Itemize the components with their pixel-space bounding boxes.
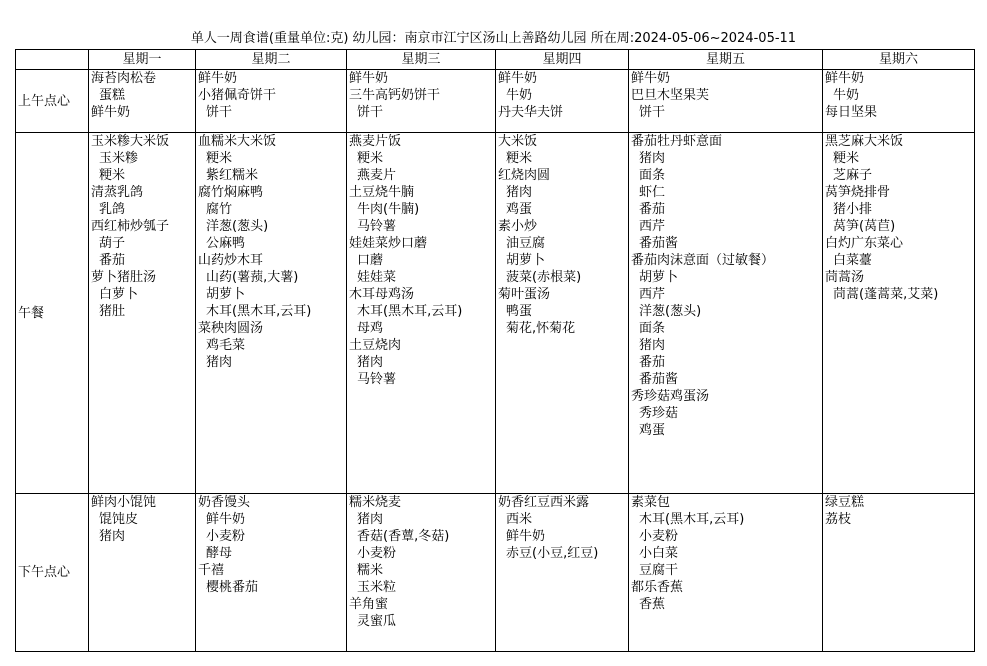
ingredient-item: 母鸡 [357,321,384,336]
dish-item: 千禧 [198,563,225,578]
dish-item: 鲜牛奶 [498,71,538,86]
dish-item: 白灼广东菜心 [825,236,904,251]
menu-cell [196,133,347,494]
ingredient-item: 木耳(黑木耳,云耳) [357,304,463,319]
dish-item: 丹夫华夫饼 [498,105,564,120]
dish-item: 三牛高钙奶饼干 [349,88,441,103]
header-row [16,50,975,70]
menu-cell [496,70,629,133]
ingredient-item: 猪肉 [99,529,126,544]
ingredient-item: 白萝卜 [99,287,139,302]
dish-item: 鲜牛奶 [91,105,131,120]
ingredient-item: 豆腐干 [639,563,679,578]
ingredient-item: 燕麦片 [357,168,397,183]
dish-item: 木耳母鸡汤 [349,287,415,302]
dish-item: 每日坚果 [825,105,878,120]
ingredient-item: 菠菜(赤根菜) [506,270,582,285]
ingredient-item: 玉米粒 [357,580,397,595]
ingredient-item: 秀珍菇 [639,406,679,421]
ingredient-item: 鲜牛奶 [506,529,546,544]
day-header: 星期五 [629,50,823,70]
dish-item: 黑芝麻大米饭 [825,134,904,149]
dish-item: 素菜包 [631,495,671,510]
menu-cell [196,70,347,133]
dish-item: 莴笋烧排骨 [825,185,891,200]
ingredient-item: 茼蒿(蓬蒿菜,艾菜) [833,287,939,302]
ingredient-item: 猪肉 [506,185,533,200]
dish-item: 清蒸乳鸽 [91,185,144,200]
ingredient-item: 西芹 [639,287,666,302]
ingredient-item: 猪肚 [99,304,126,319]
menu-cell [347,133,496,494]
ingredient-item: 鲜牛奶 [206,512,246,527]
ingredient-item: 番茄酱 [639,236,679,251]
dish-item: 红烧肉圆 [498,168,551,183]
ingredient-item: 粳米 [206,151,233,166]
ingredient-item: 蛋糕 [99,88,126,103]
dish-item: 糯米烧麦 [349,495,402,510]
ingredient-item: 木耳(黑木耳,云耳) [206,304,312,319]
meal-label: 下午点心 [16,494,89,652]
dish-item: 素小炒 [498,219,538,234]
menu-cell [629,70,823,133]
dish-item: 土豆烧牛腩 [349,185,415,200]
ingredient-item: 西芹 [639,219,666,234]
ingredient-item: 面条 [639,168,666,183]
ingredient-item: 猪小排 [833,202,873,217]
dish-item: 茼蒿汤 [825,270,865,285]
ingredient-item: 猪肉 [206,355,233,370]
menu-cell [89,494,196,652]
ingredient-item: 洋葱(葱头) [639,304,702,319]
ingredient-item: 牛肉(牛腩) [357,202,420,217]
ingredient-item: 小白菜 [639,546,679,561]
ingredient-item: 糯米 [357,563,384,578]
meal-label: 上午点心 [16,70,89,133]
dish-item: 鲜牛奶 [198,71,238,86]
dish-item: 鲜牛奶 [631,71,671,86]
dish-item: 秀珍菇鸡蛋汤 [631,389,710,404]
menu-cell [823,494,975,652]
ingredient-item: 腐竹 [206,202,233,217]
ingredient-item: 公麻鸭 [206,236,246,251]
day-header: 星期二 [196,50,347,70]
ingredient-item: 小麦粉 [357,546,397,561]
dish-item: 羊角蜜 [349,597,389,612]
ingredient-item: 樱桃番茄 [206,580,259,595]
ingredient-item: 马铃薯 [357,372,397,387]
ingredient-item: 白菜薹 [833,253,873,268]
dish-item: 玉米糁大米饭 [91,134,170,149]
ingredient-item: 番茄 [639,355,666,370]
menu-cell [823,70,975,133]
dish-item: 萝卜猪肚汤 [91,270,157,285]
menu-cell [347,70,496,133]
ingredient-item: 芝麻子 [833,168,873,183]
dish-item: 番茄牡丹虾意面 [631,134,723,149]
ingredient-item: 番茄酱 [639,372,679,387]
page-title: 单人一周食谱(重量单位:克) 幼儿园：南京市江宁区汤山上善路幼儿园 所在周:2024-05-06~2024-05-11 [190,31,797,46]
ingredient-item: 小麦粉 [639,529,679,544]
ingredient-item: 虾仁 [639,185,666,200]
dish-item: 奶香馒头 [198,495,251,510]
ingredient-item: 鸭蛋 [506,304,533,319]
dish-item: 海苔肉松卷 [91,71,157,86]
ingredient-item: 菊花,怀菊花 [506,321,576,336]
menu-cell [496,133,629,494]
ingredient-item: 木耳(黑木耳,云耳) [639,512,745,527]
day-header: 星期六 [823,50,975,70]
dish-item: 西红柿炒瓠子 [91,219,170,234]
ingredient-item: 粳米 [833,151,860,166]
ingredient-item: 饼干 [639,105,666,120]
dish-item: 奶香红豆西米露 [498,495,590,510]
menu-cell [629,494,823,652]
ingredient-item: 马铃薯 [357,219,397,234]
dish-item: 番茄肉沫意面（过敏餐） [631,253,775,268]
ingredient-item: 葫子 [99,236,126,251]
menu-cell [89,133,196,494]
ingredient-item: 口蘑 [357,253,384,268]
ingredient-item: 鸡毛菜 [206,338,246,353]
ingredient-item: 玉米糁 [99,151,139,166]
day-header: 星期四 [496,50,629,70]
dish-item: 都乐香蕉 [631,580,684,595]
ingredient-item: 洋葱(葱头) [206,219,269,234]
ingredient-item: 猪肉 [357,355,384,370]
dish-item: 小猪佩奇饼干 [198,88,277,103]
corner-cell [16,50,89,70]
dish-item: 大米饭 [498,134,538,149]
ingredient-item: 赤豆(小豆,红豆) [506,546,599,561]
ingredient-item: 紫红糯米 [206,168,259,183]
ingredient-item: 猪肉 [639,151,666,166]
menu-cell [823,133,975,494]
ingredient-item: 面条 [639,321,666,336]
ingredient-item: 酵母 [206,546,233,561]
dish-item: 绿豆糕 [825,495,865,510]
dish-item: 血糯米大米饭 [198,134,277,149]
ingredient-item: 鸡蛋 [506,202,533,217]
menu-cell [196,494,347,652]
ingredient-item: 番茄 [99,253,126,268]
ingredient-item: 灵蜜瓜 [357,614,397,629]
ingredient-item: 香蕉 [639,597,666,612]
ingredient-item: 胡萝卜 [639,270,679,285]
ingredient-item: 香菇(香蕈,冬菇) [357,529,450,544]
ingredient-item: 西米 [506,512,533,527]
dish-item: 娃娃菜炒口蘑 [349,236,428,251]
ingredient-item: 猪肉 [357,512,384,527]
ingredient-item: 乳鸽 [99,202,126,217]
dish-item: 菜秧肉圆汤 [198,321,264,336]
weekly-menu-table [15,49,975,652]
day-header: 星期一 [89,50,196,70]
menu-cell [89,70,196,133]
menu-cell [629,133,823,494]
dish-item: 鲜肉小馄饨 [91,495,157,510]
ingredient-item: 粳米 [357,151,384,166]
ingredient-item: 小麦粉 [206,529,246,544]
dish-item: 腐竹焖麻鸭 [198,185,264,200]
menu-cell [347,494,496,652]
dish-item: 菊叶蛋汤 [498,287,551,302]
ingredient-item: 粳米 [99,168,126,183]
dish-item: 鲜牛奶 [825,71,865,86]
ingredient-item: 娃娃菜 [357,270,397,285]
ingredient-item: 牛奶 [833,88,860,103]
menu-cell [496,494,629,652]
dish-item: 燕麦片饭 [349,134,402,149]
ingredient-item: 山药(薯蓣,大薯) [206,270,299,285]
ingredient-item: 粳米 [506,151,533,166]
ingredient-item: 胡萝卜 [206,287,246,302]
meal-row-morning-snack [16,70,975,133]
ingredient-item: 油豆腐 [506,236,546,251]
dish-item: 山药炒木耳 [198,253,264,268]
ingredient-item: 莴笋(莴苣) [833,219,896,234]
ingredient-item: 胡萝卜 [506,253,546,268]
meal-row-lunch [16,133,975,494]
dish-item: 巴旦木坚果芙 [631,88,710,103]
meal-row-afternoon-snack [16,494,975,652]
dish-item: 荔枝 [825,512,852,527]
ingredient-item: 鸡蛋 [639,423,666,438]
ingredient-item: 猪肉 [639,338,666,353]
dish-item: 土豆烧肉 [349,338,402,353]
day-header: 星期三 [347,50,496,70]
ingredient-item: 馄饨皮 [99,512,139,527]
ingredient-item: 饼干 [357,105,384,120]
ingredient-item: 牛奶 [506,88,533,103]
meal-label: 午餐 [16,133,89,494]
dish-item: 鲜牛奶 [349,71,389,86]
ingredient-item: 饼干 [206,105,233,120]
ingredient-item: 番茄 [639,202,666,217]
